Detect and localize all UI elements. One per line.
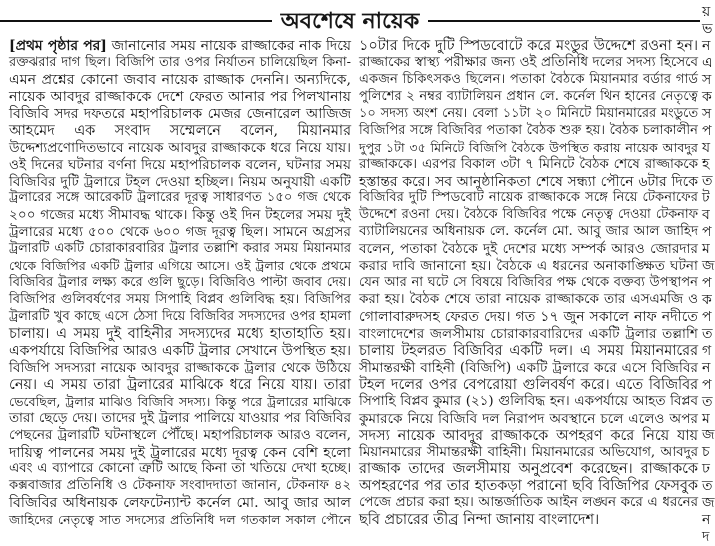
- article-line: রাজ্জাক তাদের জলসীমায় অনুপ্রবেশ করেছেন। রাজ্জাককে: [359, 461, 698, 478]
- edge-fragment: জ: [702, 495, 715, 512]
- article-line: দায়িত্ব পালনের সময় দুই ট্রলারের মধ্যে দূরত্ব কেন বেশি হলো: [9, 444, 351, 461]
- article-line: রাজ্জাককে। এরপর বিকাল ৩টা ৭ মিনিটে বৈঠক শেষে রাজ্জাককে: [359, 156, 698, 172]
- edge-fragment: ম: [702, 410, 710, 427]
- edge-fragment: চ: [702, 444, 710, 461]
- article-line: টহল দলের ওপর বেপরোয়া গুলিবর্ষণ করে। এতে বিজিবির: [359, 376, 698, 393]
- edge-fragment: য়: [702, 4, 711, 20]
- article-line: গোলাবারুদসহ ফেরত দেয়। গত ১৭ জুন সকালে নাফ নদীতে: [359, 309, 698, 325]
- edge-fragment: ত: [702, 325, 713, 342]
- edge-fragment: ত: [702, 478, 713, 495]
- continuation-label: [প্রথম পৃষ্ঠার পর]: [9, 38, 107, 54]
- article-line: অপহরণের পর তার হাতকড়া পরানো ছবি বিজিপির ফেসবুক: [359, 478, 698, 495]
- edge-fragment: য: [702, 139, 711, 156]
- edge-fragment: ঢ: [702, 461, 710, 478]
- article-line: পেজে প্রচার করা হয়। আন্তর্জাতিক আইন লঙ্ঘন করে এ ধরনের: [359, 495, 698, 511]
- edge-fragment: স: [702, 71, 712, 88]
- article-line: ২০০ গজের মধ্যে সীমাবদ্ধ থাকে। কিন্তু ওই দিন টহলের সময় দুই: [9, 207, 351, 224]
- headline-rule-right: [428, 20, 700, 22]
- article-line: ট্রলারটি খুব কাছে এসে ঠেসা দিয়ে বিজিবির সদস্যদের ওপর হামলা: [9, 309, 351, 324]
- edge-fragment: প: [702, 275, 712, 291]
- article-line: বিজিবির ট্রলার লক্ষ্য করে গুলি ছুড়ে। বিজিবিও পাল্টা জবাব দেয়।: [9, 275, 351, 291]
- article-line: রাজ্জাকের স্বাস্থ্য পরীক্ষার জন্য ওই প্রতিনিধি দলের সদস্য হিসেবে: [359, 54, 698, 70]
- edge-fragment: ভ: [702, 20, 713, 37]
- article-line: ট্রলারের মধ্যে ৫০০ থেকে ৬০০ গজ দূরত্ব ছিল। সামনে অগ্রসর: [9, 224, 351, 241]
- edge-fragment: প: [702, 308, 712, 325]
- article-line: ভেবেছিল, ট্রলার মাঝিও বিজিবি সদস্য। কিন্তু পরে ট্রলারের মাঝিকে: [9, 393, 351, 409]
- article-line: এমন প্রশ্নের কোনো জবাব নায়েক রাজ্জাক দেননি। অন্যদিকে,: [9, 71, 351, 88]
- edge-fragment: প: [702, 122, 712, 139]
- edge-fragment: ন: [702, 359, 711, 376]
- edge-fragment: জ: [702, 427, 715, 444]
- article-line: এবং এ ব্যাপারে কোনো ত্রুটি আছে কিনা তা খতিয়ে দেখা হচ্ছে।: [9, 461, 351, 477]
- article-line: একজন চিকিৎসকও ছিলেন। পতাকা বৈঠকে মিয়ানমার বর্ডার গার্ড: [359, 71, 698, 87]
- left-column: [9, 38, 351, 529]
- edge-fragment: ন: [702, 512, 711, 529]
- article-line: উদ্দেশ্যপ্রণোদিতভাবে নায়েক আবদুর রাজ্জাককে ধরে নিয়ে যায়।: [9, 139, 351, 156]
- edge-fragment: ব: [702, 207, 710, 224]
- edge-fragment: স: [702, 105, 712, 122]
- article-line: রক্তঝরার দাগ ছিল। বিজিপি তার ওপর নির্যাতন চালিয়েছিল কিনা-: [9, 54, 351, 70]
- article-line: নেয়। এ সময় তারা ট্রলারের মাঝিকে ধরে নিয়ে যায়। তারা: [9, 376, 351, 393]
- article-line: চালায়। এ সময় দুই বাহিনীর সদস্যদের মধ্যে হাতাহাতি হয়।: [9, 325, 351, 342]
- article-line: [9, 38, 351, 55]
- article-line: মিয়ানমারের সীমান্তরক্ষী বাহিনী। মিয়ানমারের অভিযোগ, আবদুর: [359, 444, 698, 460]
- article-line: বিজিবির দুটি ট্রলারে টহল দেওয়া হচ্ছিল। নিয়ম অনুযায়ী একটি: [9, 173, 351, 190]
- article-line: ১০ সদস্য অংশ নেয়। বেলা ১১টা ২০ মিনিটে মিয়ানমারের মংডুতে: [359, 105, 698, 121]
- article-line: কুমারকে নিয়ে বিজিবি দল নিরাপদ অবস্থানে চলে এলেও অপর: [359, 410, 698, 427]
- article-line: বিজিপি সদস্যরা নায়েক আবদুর রাজ্জাককে ট্রলার থেকে উঠিয়ে: [9, 359, 351, 376]
- article-line: করার দাবি জানানো হয়। বৈঠকে এ ধরনের অনাকাঙ্ক্ষিত ঘটনা: [359, 258, 698, 275]
- edge-fragment: ত: [702, 393, 713, 410]
- article-line: বলেন, পতাকা বৈঠকে দুই দেশের মধ্যে সম্পর্ক আরও জোরদার: [359, 241, 698, 258]
- article-line: বিজিপির সঙ্গে বিজিবির পতাকা বৈঠক শুরু হয়। বৈঠক চলাকালীন: [359, 122, 698, 138]
- article-line: ছবি প্রচারের তীব্র নিন্দা জানায় বাংলাদেশ।: [359, 512, 600, 529]
- article-line: চালায় টহলরত বিজিবির একটি দল। এ সময় মিয়ানমারের: [359, 342, 698, 359]
- edge-fragment: ম: [702, 241, 710, 258]
- article-line: যেন আর না ঘটে সে বিষয়ে বিজিবির পক্ষ থেকে বক্তব্য উপস্থাপন: [359, 275, 698, 291]
- headline-rule-left: [0, 20, 272, 22]
- article-line: সীমান্তরক্ষী বাহিনী (বিজিপি) একটি ট্রলারে করে এসে বিজিবির: [359, 359, 698, 376]
- article-line: উদ্দেশে রওনা দেয়। বৈঠকে বিজিবির পক্ষে নেতৃত্ব দেওয়া টেকনাফ: [359, 207, 698, 223]
- edge-fragment: হ: [702, 156, 710, 173]
- edge-fragment: ক: [702, 291, 712, 308]
- article-line: একপর্যায়ে বিজিপির আরও একটি ট্রলার সেখানে উপস্থিত হয়।: [9, 342, 351, 359]
- article-line: বিজিবির অধিনায়ক লেফটেন্যান্ট কর্নেল মো. আবু জার আল: [9, 495, 351, 512]
- article-line: ওই দিনের ঘটনার বর্ণনা দিয়ে মহাপরিচালক বলেন, ঘটনার সময়: [9, 156, 351, 173]
- edge-fragment: গ: [702, 342, 712, 359]
- article-line: ব্যাটালিয়নের অধিনায়ক লে. কর্নেল মো. আবু জার আল জাহিদ: [359, 224, 698, 240]
- headline-bar: [0, 6, 700, 36]
- headline: অবশেষে নায়েক: [280, 8, 420, 34]
- edge-fragment: ট: [702, 190, 710, 207]
- article-line: তারা ছেড়ে দেয়। তাদের দুই ট্রলার পালিয়ে যাওয়ার পর বিজিবির: [9, 410, 351, 426]
- article-line: ১০টার দিকে দুটি স্পিডবোটে করে মংডুর উদ্দেশে রওনা হন।: [359, 38, 698, 54]
- edge-fragment: এ: [702, 54, 713, 71]
- article-line: জাহিদের নেতৃত্বে সাত সদস্যের প্রতিনিধি দল গতকাল সকাল পৌনে: [9, 512, 351, 528]
- article-line: পুলিশের ২ নম্বর ব্যাটালিয়ন প্রধান লে. কর্নেল থিন হানের নেতৃত্বে: [359, 88, 698, 104]
- edge-fragment: প: [702, 224, 712, 241]
- right-column: [359, 38, 698, 529]
- article-line: নায়েক আবদুর রাজ্জাককে দেশে ফেরত আনার পর পিলখানায়: [9, 88, 351, 105]
- article-line: সিপাহি বিপ্লব কুমার (২১) গুলিবিদ্ধ হন। একপর্যায়ে আহত বিপ্লব: [359, 393, 698, 409]
- article-line: কক্সবাজার প্রতিনিধি ও টেকনাফ সংবাদদাতা জানান, টেকনাফ ৪২: [9, 478, 351, 494]
- edge-fragment: ক: [702, 88, 712, 105]
- edge-fragment: দ: [702, 529, 710, 546]
- adjacent-column-edge: [702, 4, 715, 546]
- article-line: বাংলাদেশের জলসীমায় চোরাকারবারিদের একটি ট্রলার তল্লাশি: [359, 325, 698, 342]
- edge-fragment: ন: [702, 37, 711, 54]
- article-line: সদস্য নায়েক আবদুর রাজ্জাককে অপহরণ করে নিয়ে যায়: [359, 427, 698, 444]
- article-line: বিজিপির গুলিবর্ষণের সময় সিপাহি বিপ্লব গুলিবিদ্ধ হয়। বিজিপির: [9, 292, 351, 308]
- article-line: দুপুর ১টা ৩৫ মিনিটে বিজিপি বৈঠকে উপস্থিত করায় নায়েক আবদুর: [359, 139, 698, 155]
- edge-fragment: প: [702, 376, 712, 393]
- article-line-text: জানানোর সময় নায়েক রাজ্জাকের নাক দিয়ে: [111, 38, 351, 54]
- article-line: আহমেদ এক সংবাদ সম্মেলনে বলেন, মিয়ানমার: [9, 122, 351, 139]
- edge-fragment: ত: [702, 173, 713, 190]
- article-line: বিজিবির দুটি স্পিডবোট নায়েক রাজ্জাককে সঙ্গে নিয়ে টেকনাফের: [359, 190, 698, 206]
- article-line: বিজিবি সদর দফতরে মহাপরিচালক মেজর জেনারেল আজিজ: [9, 105, 351, 122]
- article-line: হস্তান্তর করে। সব আনুষ্ঠানিকতা শেষে সন্ধ্যা পৌনে ৬টার দিকে: [359, 173, 698, 190]
- article-line: ট্রলারটি একটি চোরাকারবারির ট্রলার তল্লাশি করার সময় মিয়ানমার: [9, 241, 351, 257]
- article-line: থেকে বিজিপির একটি ট্রলার এগিয়ে আসে। ওই ট্রলার থেকে প্রথমে: [9, 258, 351, 274]
- article-line: করা হয়। বৈঠক শেষে তারা নায়েক রাজ্জাককে তার এসএমজি ও: [359, 292, 698, 308]
- article-line: ট্রলারের সঙ্গে আরেকটি ট্রলারের দূরত্ব সাধারণত ১৫০ গজ থেকে: [9, 190, 351, 206]
- article-line: পেছনের ট্রলারটি ঘটনাস্থলে পৌঁছে। মহাপরিচালক আরও বলেন,: [9, 427, 351, 443]
- edge-fragment: জ: [702, 258, 715, 275]
